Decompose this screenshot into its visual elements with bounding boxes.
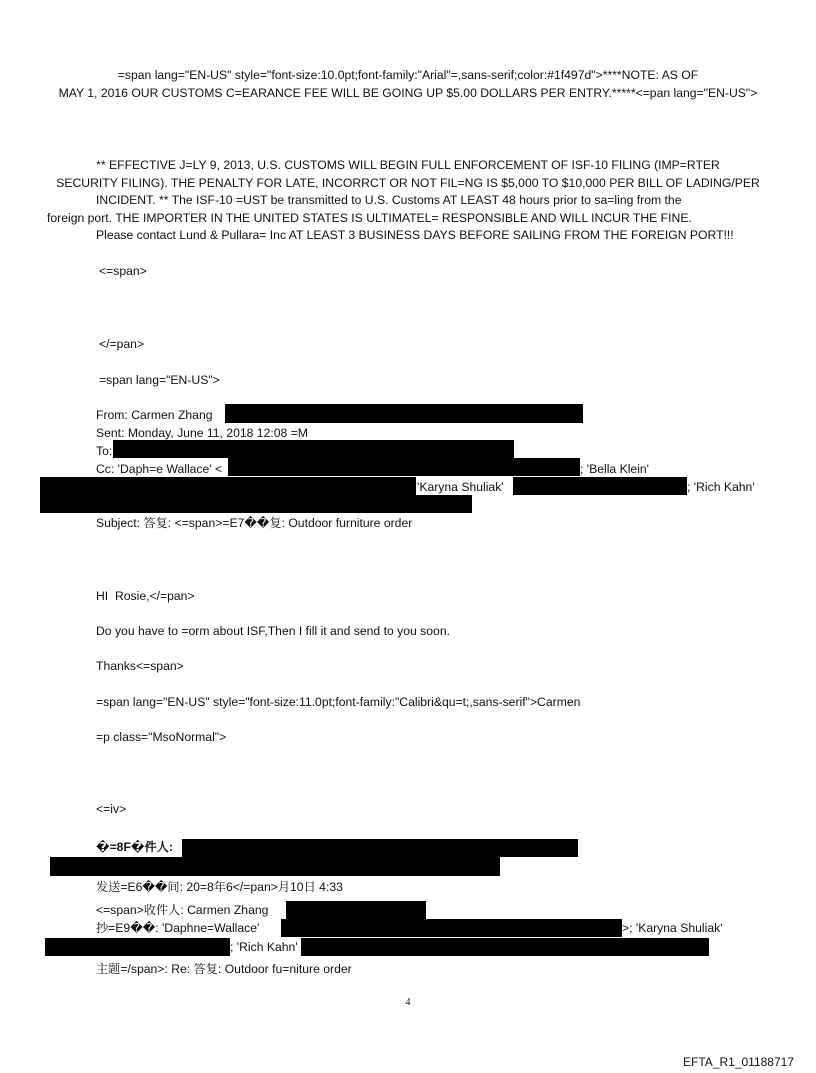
email-sent: Sent: Monday, June 11, 2018 12:08 =M: [96, 426, 308, 440]
redaction-block: [182, 839, 578, 857]
body-div: <=iv>: [96, 802, 127, 816]
bates-number: EFTA_R1_01188717: [683, 1055, 794, 1069]
body-question: Do you have to =orm about ISF,Then I fill it and send to you soon.: [96, 624, 450, 638]
redaction-block: [281, 919, 622, 937]
isf-line-5: Please contact Lund & Pullara= Inc AT LEAST 3 BUSINESS DAYS BEFORE SAILING FROM THE FOREIGN PORT!!!: [96, 228, 734, 242]
redaction-block: [513, 477, 687, 495]
isf-line-3: INCIDENT. ** The ISF-10 =UST be transmitted to U.S. Customs AT LEAST 48 hours prior to sa=ling from the: [96, 193, 682, 207]
redaction-block: [113, 440, 514, 458]
email2-to: <=span>收件人: Carmen Zhang: [96, 903, 269, 917]
body-greeting: HI Rosie,</=pan>: [96, 589, 195, 603]
email-to: To:: [96, 444, 113, 458]
redaction-block: [45, 938, 230, 956]
email-cc-rich: ; 'Rich Kahn': [687, 480, 755, 494]
body-thanks: Thanks<=span>: [96, 659, 184, 673]
isf-line-2: SECURITY FILING). THE PENALTY FOR LATE, INCORRCT OR NOT FIL=NG IS $5,000 TO $10,000 PER BILL OF LADING/PER: [56, 176, 760, 190]
email2-cc: 抄=E9��: 'Daphne=Wallace': [96, 921, 260, 935]
body-signature: =span lang="EN-US" style="font-size:11.0pt;font-family:"Calibri&qu=t;,sans-serif">Carmen: [96, 695, 581, 709]
email2-from: �=8F�件人:: [96, 840, 173, 854]
page-number: 4: [405, 997, 411, 1008]
body-mso: =p class="MsoNormal">: [96, 730, 227, 744]
email2-subject: 主题=/span>: Re: 答复: Outdoor fu=niture order: [96, 962, 352, 976]
redaction-block: [416, 495, 472, 513]
span-lang-fragment: =span lang="EN-US">: [99, 373, 220, 387]
notice-line-1: =span lang="EN-US" style="font-size:10.0pt;font-family:"Arial"=,sans-serif;color:#1f497d">****NOTE: AS OF: [117, 68, 699, 82]
email2-cc-rich: ; 'Rich Kahn': [230, 940, 298, 954]
redaction-block: [40, 477, 416, 513]
email-cc-karyna: 'Karyna Shuliak': [417, 480, 504, 494]
email-subject: Subject: 答复: <=span>=E7��复: Outdoor furniture order: [96, 516, 413, 530]
email2-cc-karyna: >; 'Karyna Shuliak': [622, 921, 723, 935]
redaction-block: [228, 458, 580, 476]
isf-line-1: ** EFFECTIVE J=LY 9, 2013, U.S. CUSTOMS WILL BEGIN FULL ENFORCEMENT OF ISF-10 FILING (IMP=RTER: [96, 158, 720, 172]
span-open-fragment: <=span>: [99, 264, 147, 278]
span-close-fragment: </=pan>: [99, 337, 145, 351]
redaction-block: [301, 938, 709, 956]
notice-line-2: MAY 1, 2016 OUR CUSTOMS C=EARANCE FEE WILL BE GOING UP $5.00 DOLLARS PER ENTRY.*****<=pan lang="EN-US">: [58, 86, 758, 100]
email-cc-bella: ; 'Bella Klein': [580, 462, 650, 476]
isf-line-4: foreign port. THE IMPORTER IN THE UNITED STATES IS ULTIMATEL= RESPONSIBLE AND WILL INCUR THE FINE.: [47, 211, 692, 225]
email-from: From: Carmen Zhang: [96, 408, 213, 422]
redaction-block: [286, 901, 426, 919]
email-cc: Cc: 'Daph=e Wallace' <: [96, 462, 223, 476]
redaction-block: [50, 857, 500, 876]
redaction-block: [225, 404, 583, 423]
email2-sent: 发送=E6��间: 20=8年6</=pan>月10日 4:33: [96, 880, 343, 894]
